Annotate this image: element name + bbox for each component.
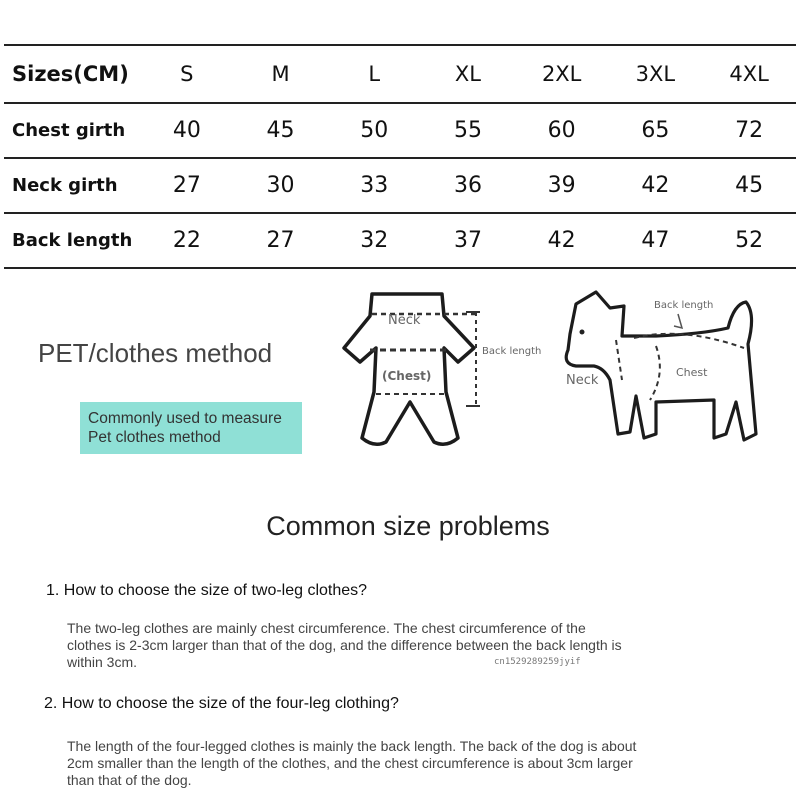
table-cell: 45	[266, 118, 295, 143]
table-cell: 22	[172, 228, 201, 253]
size-col-2xl: 2XL	[541, 62, 582, 86]
answer-line: The two-leg clothes are mainly chest circumference. The chest circumference of the	[67, 620, 586, 636]
table-cell: 52	[735, 228, 764, 253]
table-cell: 47	[641, 228, 670, 253]
size-col-3xl: 3XL	[635, 62, 676, 86]
answer-line: within 3cm.	[67, 654, 138, 670]
dog-outline	[566, 292, 756, 440]
table-row-chest-girth	[4, 103, 796, 158]
table-cell: 72	[735, 118, 764, 143]
question-four-leg: 2. How to choose the size of the four-leg clothing?	[44, 695, 399, 712]
question-two-leg: 1. How to choose the size of two-leg clothes?	[46, 582, 368, 599]
size-chart-table	[4, 44, 796, 269]
table-cell: 45	[735, 173, 764, 198]
table-cell: 27	[172, 173, 201, 198]
answer-four-leg	[67, 738, 727, 789]
measure-note-box	[80, 402, 302, 454]
table-cell: 27	[266, 228, 295, 253]
answer-line: clothes is 2-3cm larger than that of the dog, and the difference between the back length is	[67, 637, 622, 653]
size-col-s: S	[180, 62, 194, 86]
measure-method-title: PET/clothes method	[38, 338, 273, 368]
row-label: Chest girth	[12, 120, 126, 141]
dog-neck-label: Neck	[566, 373, 599, 388]
table-cell: 42	[547, 228, 576, 253]
pet-clothes-diagram	[330, 288, 550, 458]
row-label: Neck girth	[12, 175, 118, 196]
table-row-neck-girth	[4, 158, 796, 213]
size-header-row	[4, 45, 796, 103]
dog-back-length-label: Back length	[654, 300, 714, 311]
table-cell: 60	[547, 118, 576, 143]
answer-line: than that of the dog.	[67, 772, 192, 788]
table-cell: 40	[172, 118, 201, 143]
answer-line: The length of the four-legged clothes is mainly the back length. The back of the dog is about	[67, 738, 637, 754]
common-problems-title: Common size problems	[266, 511, 550, 541]
note-line: Commonly used to measure	[88, 410, 282, 427]
clothes-chest-label: (Chest)	[382, 369, 432, 383]
dog-back-arrow	[674, 314, 682, 328]
table-cell: 65	[641, 118, 670, 143]
back-measure-bracket	[466, 312, 480, 406]
size-col-4xl: 4XL	[729, 62, 769, 86]
table-cell: 55	[453, 118, 482, 143]
dog-chest-label: Chest	[676, 366, 708, 379]
clothes-back-length-label: Back length	[482, 346, 542, 357]
table-cell: 33	[360, 173, 389, 198]
row-label: Back length	[12, 230, 133, 251]
size-header-label: Sizes(CM)	[12, 62, 129, 86]
table-cell: 30	[266, 173, 295, 198]
dog-diagram	[552, 284, 792, 454]
table-cell: 39	[547, 173, 576, 198]
size-col-l: L	[368, 62, 381, 86]
clothes-neck-label: Neck	[388, 313, 421, 328]
table-cell: 32	[360, 228, 389, 253]
size-col-xl: XL	[454, 62, 481, 86]
table-row-back-length	[4, 213, 796, 268]
table-cell: 50	[360, 118, 389, 143]
answer-line: 2cm smaller than the length of the clothes, and the chest circumference is about 3cm larger	[67, 755, 633, 771]
note-line: Pet clothes method	[88, 429, 221, 446]
table-cell: 37	[453, 228, 482, 253]
size-col-m: M	[271, 62, 290, 86]
table-cell: 42	[641, 173, 670, 198]
dog-eye	[580, 330, 585, 335]
table-cell: 36	[453, 173, 482, 198]
watermark-text: cn1529289259jyif	[494, 657, 581, 667]
answer-two-leg	[67, 620, 727, 671]
